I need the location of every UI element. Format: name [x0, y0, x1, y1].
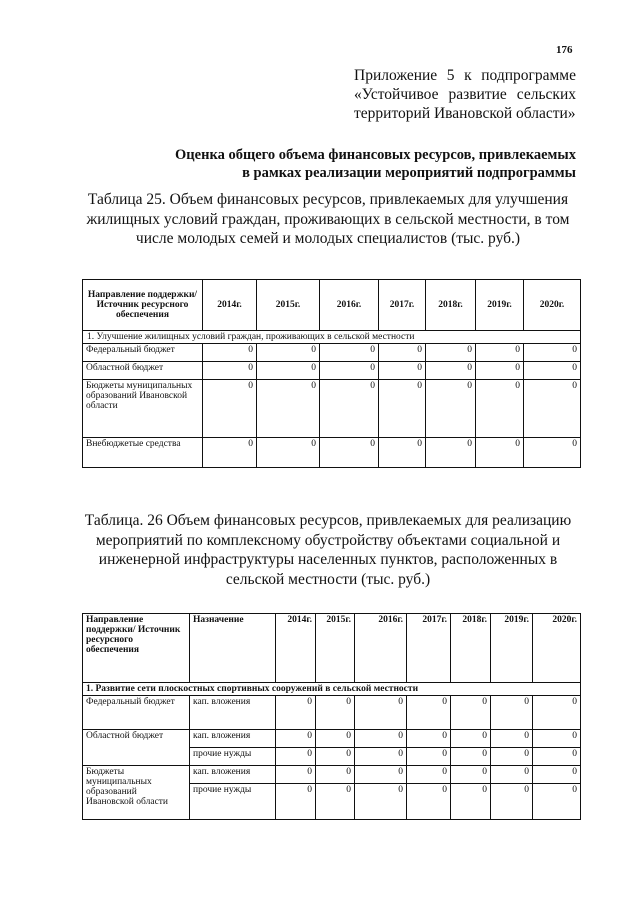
document-title: [100, 146, 576, 182]
header-year: 2020г.: [533, 614, 581, 683]
page-number: 176: [556, 44, 573, 56]
table25-caption: [64, 190, 592, 249]
value-cell: 0: [407, 696, 451, 730]
table-row: [83, 438, 581, 468]
value-cell: 0: [379, 438, 426, 468]
source-cell: Областной бюджет: [83, 362, 203, 380]
header-source: Направление поддержки/ Источник ресурсного обеспечения: [83, 614, 190, 683]
value-cell: 0: [407, 730, 451, 748]
value-cell: 0: [320, 344, 379, 362]
value-cell: 0: [316, 748, 355, 766]
value-cell: 0: [316, 696, 355, 730]
header-purpose: Назначение: [190, 614, 276, 683]
header-year: 2019г.: [491, 614, 533, 683]
value-cell: 0: [379, 380, 426, 438]
value-cell: 0: [355, 748, 407, 766]
value-cell: 0: [524, 438, 581, 468]
table-row: [83, 766, 581, 784]
table-row: [83, 696, 581, 730]
value-cell: 0: [524, 362, 581, 380]
value-cell: 0: [533, 766, 581, 784]
value-cell: 0: [316, 730, 355, 748]
section-row: [83, 331, 581, 344]
header-year: 2018г.: [426, 280, 476, 331]
value-cell: 0: [355, 696, 407, 730]
value-cell: 0: [316, 784, 355, 820]
header-year: 2016г.: [355, 614, 407, 683]
appendix-line: Приложение 5 к подпрограмме: [354, 67, 576, 84]
header-year: 2017г.: [379, 280, 426, 331]
value-cell: 0: [533, 784, 581, 820]
table26-caption: [64, 511, 592, 589]
caption-line: Таблица. 26 Объем финансовых ресурсов, привлекаемых для реализацию: [84, 512, 572, 529]
value-cell: 0: [476, 380, 524, 438]
value-cell: 0: [533, 730, 581, 748]
title-line: Оценка общего объема финансовых ресурсов, привлекаемых: [175, 147, 576, 163]
value-cell: 0: [276, 766, 316, 784]
source-cell: Бюджеты муниципальных образований Ивановской области: [83, 380, 203, 438]
value-cell: 0: [407, 784, 451, 820]
caption-line: жилищных условий граждан, проживающих в сельской местности, в том: [86, 210, 570, 228]
title-line: в рамках реализации мероприятий подпрограммы: [242, 165, 576, 181]
value-cell: 0: [524, 344, 581, 362]
value-cell: 0: [355, 766, 407, 784]
value-cell: 0: [533, 748, 581, 766]
table25: [82, 279, 581, 468]
value-cell: 0: [276, 784, 316, 820]
value-cell: 0: [426, 362, 476, 380]
value-cell: 0: [320, 380, 379, 438]
value-cell: 0: [451, 748, 491, 766]
source-cell: Бюджеты муниципальных образований Ивановской области: [83, 766, 190, 820]
header-year: 2015г.: [316, 614, 355, 683]
header-year: 2019г.: [476, 280, 524, 331]
value-cell: 0: [203, 362, 257, 380]
value-cell: 0: [257, 344, 320, 362]
purpose-cell: прочие нужды: [190, 784, 276, 820]
header-source: Направление поддержки/ Источник ресурсного обеспечения: [83, 280, 203, 331]
value-cell: 0: [524, 380, 581, 438]
header-year: 2014г.: [203, 280, 257, 331]
table-header-row: [83, 614, 581, 683]
caption-line: мероприятий по комплексному обустройству объектами социальной и: [95, 531, 561, 549]
appendix-line: территорий Ивановской области»: [354, 105, 576, 122]
source-cell: Федеральный бюджет: [83, 696, 190, 730]
appendix-note: [354, 66, 576, 123]
value-cell: 0: [320, 362, 379, 380]
value-cell: 0: [451, 784, 491, 820]
caption-line: Таблица 25. Объем финансовых ресурсов, привлекаемых для улучшения: [87, 191, 569, 208]
purpose-cell: кап. вложения: [190, 696, 276, 730]
value-cell: 0: [355, 784, 407, 820]
header-year: 2014г.: [276, 614, 316, 683]
source-cell: Федеральный бюджет: [83, 344, 203, 362]
value-cell: 0: [203, 344, 257, 362]
section-row: [83, 683, 581, 696]
value-cell: 0: [451, 730, 491, 748]
value-cell: 0: [320, 438, 379, 468]
purpose-cell: прочие нужды: [190, 748, 276, 766]
table26: [82, 613, 581, 820]
value-cell: 0: [491, 766, 533, 784]
value-cell: 0: [476, 362, 524, 380]
value-cell: 0: [426, 438, 476, 468]
value-cell: 0: [379, 362, 426, 380]
table-header-row: [83, 280, 581, 331]
section-label: 1. Развитие сети плоскостных спортивных сооружений в сельской местности: [83, 683, 581, 696]
value-cell: 0: [257, 362, 320, 380]
table-row: [83, 362, 581, 380]
purpose-cell: кап. вложения: [190, 766, 276, 784]
value-cell: 0: [451, 696, 491, 730]
value-cell: 0: [407, 766, 451, 784]
header-year: 2018г.: [451, 614, 491, 683]
value-cell: 0: [316, 766, 355, 784]
caption-line: инженерной инфраструктуры населенных пунктов, расположенных в: [98, 551, 558, 568]
value-cell: 0: [426, 344, 476, 362]
header-year: 2017г.: [407, 614, 451, 683]
value-cell: 0: [426, 380, 476, 438]
purpose-cell: кап. вложения: [190, 730, 276, 748]
value-cell: 0: [257, 438, 320, 468]
value-cell: 0: [476, 344, 524, 362]
value-cell: 0: [491, 696, 533, 730]
value-cell: 0: [491, 748, 533, 766]
value-cell: 0: [491, 730, 533, 748]
section-label: 1. Улучшение жилищных условий граждан, проживающих в сельской местности: [83, 331, 581, 344]
value-cell: 0: [203, 438, 257, 468]
table-row: [83, 730, 581, 748]
source-cell: Областной бюджет: [83, 730, 190, 766]
value-cell: 0: [355, 730, 407, 748]
table-row: [83, 380, 581, 438]
value-cell: 0: [451, 766, 491, 784]
caption-line: числе молодых семей и молодых специалистов (тыс. руб.): [135, 230, 521, 247]
header-year: 2015г.: [257, 280, 320, 331]
source-cell: Внебюджетые средства: [83, 438, 203, 468]
value-cell: 0: [491, 784, 533, 820]
caption-line: сельской местности (тыс. руб.): [225, 570, 431, 588]
table-row: [83, 344, 581, 362]
value-cell: 0: [533, 696, 581, 730]
value-cell: 0: [276, 748, 316, 766]
appendix-line: «Устойчивое развитие сельских: [354, 86, 576, 103]
value-cell: 0: [407, 748, 451, 766]
value-cell: 0: [203, 380, 257, 438]
value-cell: 0: [476, 438, 524, 468]
header-year: 2020г.: [524, 280, 581, 331]
header-year: 2016г.: [320, 280, 379, 331]
value-cell: 0: [276, 730, 316, 748]
value-cell: 0: [379, 344, 426, 362]
value-cell: 0: [276, 696, 316, 730]
value-cell: 0: [257, 380, 320, 438]
